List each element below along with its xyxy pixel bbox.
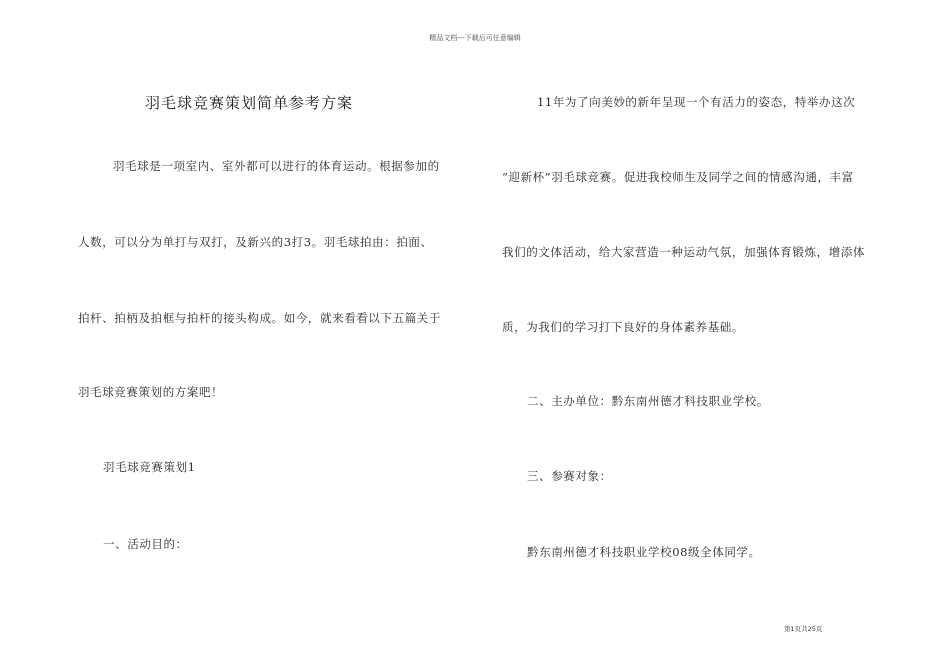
body-paragraph-line: 11年为了向美妙的新年呈现一个有活力的姿态，特举办这次 (537, 95, 856, 109)
body-paragraph-line: “迎新杯”羽毛球竞赛。促进我校师生及同学之间的情感沟通，丰富 (502, 170, 854, 184)
intro-paragraph-line: 羽毛球竞赛策划的方案吧！ (78, 385, 224, 399)
organizer-line: 二、主办单位：黔东南州德才科技职业学校。 (527, 394, 769, 408)
intro-paragraph-line: 羽毛球是一项室内、室外都可以进行的体育运动。根据参加的 (113, 159, 440, 173)
page-header: 精品文档---下载后可任意编辑 (429, 34, 521, 42)
body-paragraph-line: 质，为我们的学习打下良好的身体素养基础。 (502, 320, 744, 334)
intro-paragraph-line: 拍杆、拍柄及拍框与拍杆的接头构成。如今，就来看看以下五篇关于 (78, 311, 441, 325)
participants-heading: 三、参赛对象： (527, 469, 612, 483)
body-paragraph-line: 我们的文体活动，给大家营造一种运动气氛，加强体育锻炼，增添体 (502, 245, 865, 259)
section-heading: 羽毛球竞赛策划1 (103, 460, 196, 474)
document-title: 羽毛球竞赛策划简单参考方案 (145, 94, 354, 112)
participants-line: 黔东南州德才科技职业学校08级全体同学。 (527, 545, 761, 559)
page-number: 第1页共25页 (784, 625, 823, 633)
subsection-heading: 一、活动目的： (103, 537, 188, 551)
intro-paragraph-line: 人数，可以分为单打与双打，及新兴的3打3。羽毛球拍由：拍面、 (78, 235, 433, 249)
